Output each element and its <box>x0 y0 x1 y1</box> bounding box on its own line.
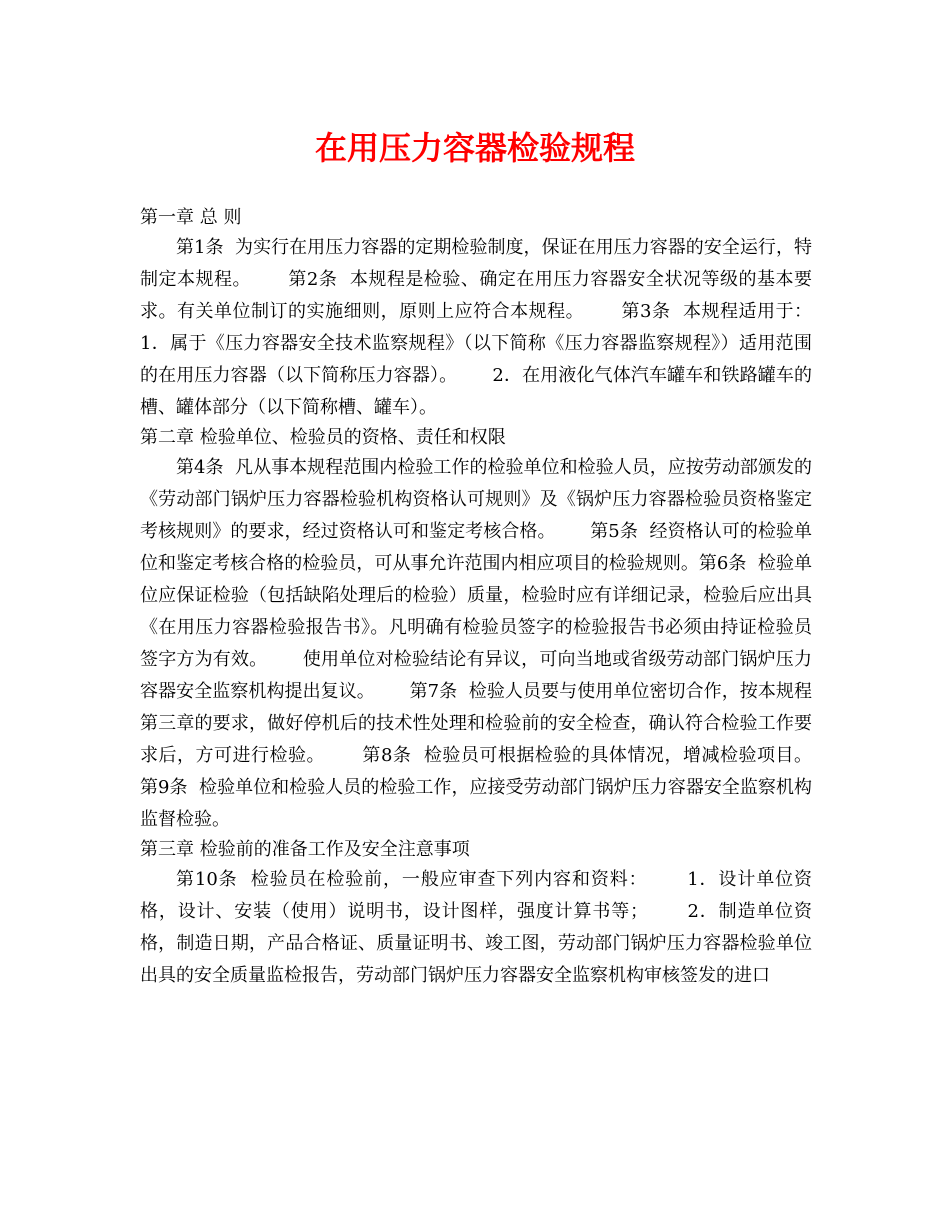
chapter-1-paragraph: 第1条 为实行在用压力容器的定期检验制度，保证在用压力容器的安全运行，特制定本规程。 第2条 本规程是检验、确定在用压力容器安全状况等级的基本要求。有关单位制订的实施细则，原则上应符合本规程。 第3条 本规程适用于： 1．属于《压力容器安全技术监察规程》（以下简称《压力容器监察规程》）适用范围的在用压力容器（以下简称压力容器）。 2．在用液化气体汽车罐车和铁路罐车的槽、罐体部分（以下简称槽、罐车）。 <box>140 237 847 418</box>
document-title: 在用压力容器检验规程 <box>314 129 635 167</box>
chapter-2-heading: 第二章 检验单位、检验员的资格、责任和权限 <box>140 427 506 448</box>
chapter-2-paragraph: 第4条 凡从事本规程范围内检验工作的检验单位和检验人员，应按劳动部颁发的《劳动部门锅炉压力容器检验机构资格认可规则》及《锅炉压力容器检验员资格鉴定考核规则》的要求，经过资格认可和鉴定考核合格。 第5条 经资格认可的检验单位和鉴定考核合格的检验员，可从事允许范围内相应项目的检验规则。第6条 检验单位应保证检验（包括缺陷处理后的检验）质量，检验时应有详细记录，检验后应出具《在用压力容器检验报告书》。凡明确有检验员签字的检验报告书必须由持证检验员签字方为有效。 使用单位对检验结论有异议，可向当地或省级劳动部门锅炉压力容器安全监察机构提出复议。 第7条 检验人员要与使用单位密切合作，按本规程第三章的要求，做好停机后的技术性处理和检验前的安全检查，确认符合检验工作要求后，方可进行检验。 第8条 检验员可根据检验的具体情况，增减检验项目。 第9条 检验单位和检验人员的检验工作，应接受劳动部门锅炉压力容器安全监察机构监督检验。 <box>140 457 847 830</box>
chapter-1-heading: 第一章 总 则 <box>140 207 242 228</box>
chapter-3-heading: 第三章 检验前的准备工作及安全注意事项 <box>140 839 470 860</box>
chapter-3-paragraph: 第10条 检验员在检验前，一般应审查下列内容和资料： 1．设计单位资格，设计、安装（使用）说明书，设计图样，强度计算书等； 2．制造单位资格，制造日期，产品合格证、质量证明书、竣工图，劳动部门锅炉压力容器检验单位出具的安全质量监检报告，劳动部门锅炉压力容器安全监察机构审核签发的进口 <box>140 869 812 986</box>
document-body <box>140 204 847 992</box>
